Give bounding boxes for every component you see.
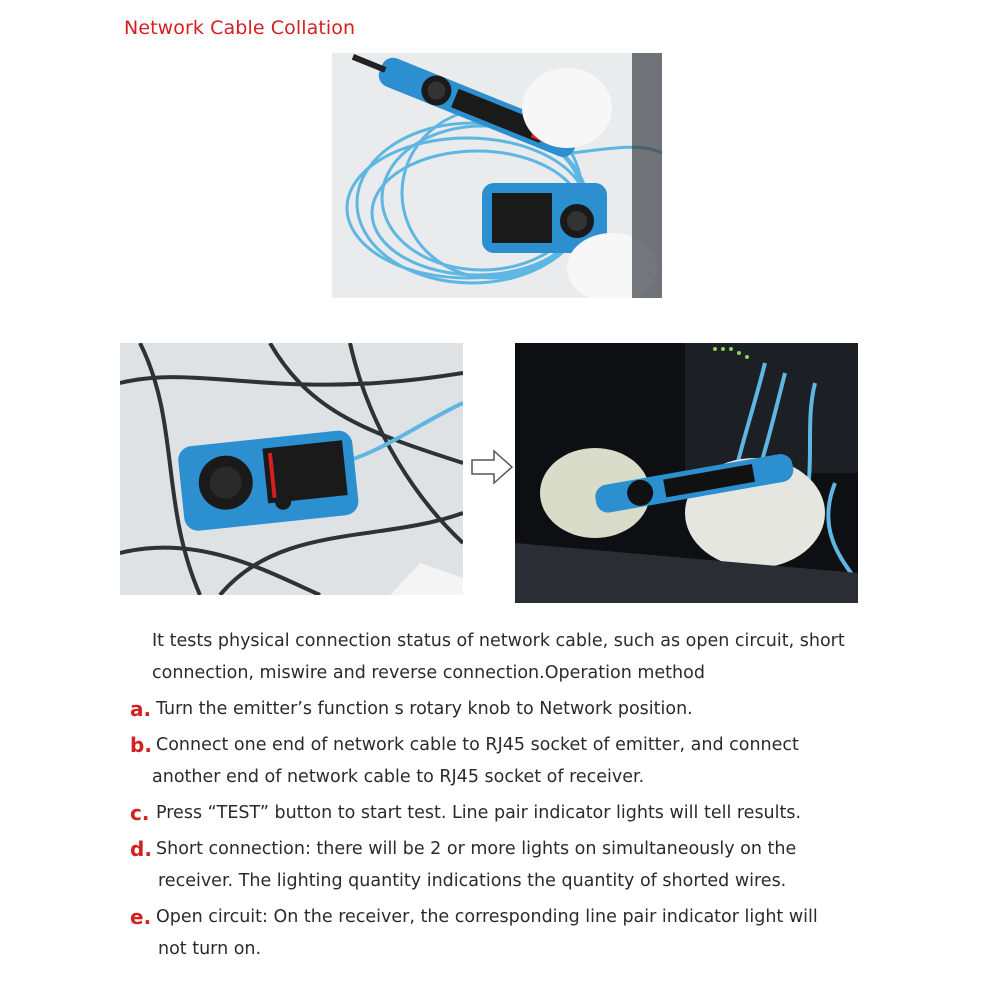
step-letter: e. <box>130 905 152 929</box>
step-text: Open circuit: On the receiver, the corresponding line pair indicator light will <box>156 907 818 927</box>
step-c <box>130 797 850 829</box>
step-a <box>130 693 850 725</box>
photo-server-rack-tracking <box>515 343 858 603</box>
step-letter: a. <box>130 697 152 721</box>
intro-paragraph <box>152 625 850 689</box>
step-text: Short connection: there will be 2 or more lights on simultaneously on the <box>156 839 797 859</box>
step-e <box>130 901 850 965</box>
right-arrow-icon <box>470 448 514 486</box>
photo-receiver-unit <box>120 343 463 595</box>
step-text-continued: another end of network cable to RJ45 socket of receiver. <box>152 767 645 787</box>
page-title: Network Cable Collation <box>124 17 356 39</box>
step-text-continued: receiver. The lighting quantity indications the quantity of shorted wires. <box>158 871 787 891</box>
intro-line-2: connection, miswire and reverse connection.Operation method <box>152 663 705 683</box>
photo-cable-tester-set <box>332 53 662 298</box>
step-letter: d. <box>130 837 152 861</box>
step-b <box>130 729 850 793</box>
step-text: Press “TEST” button to start test. Line pair indicator lights will tell results. <box>156 803 802 823</box>
instructions-block <box>130 625 850 965</box>
intro-line-1: It tests physical connection status of network cable, such as open circuit, short <box>152 631 845 651</box>
step-letter: c. <box>130 801 150 825</box>
step-letter: b. <box>130 733 152 757</box>
step-text-continued: not turn on. <box>158 939 262 959</box>
step-text: Turn the emitter’s function s rotary knob to Network position. <box>156 699 693 719</box>
step-text: Connect one end of network cable to RJ45 socket of emitter, and connect <box>156 735 799 755</box>
step-d <box>130 833 850 897</box>
